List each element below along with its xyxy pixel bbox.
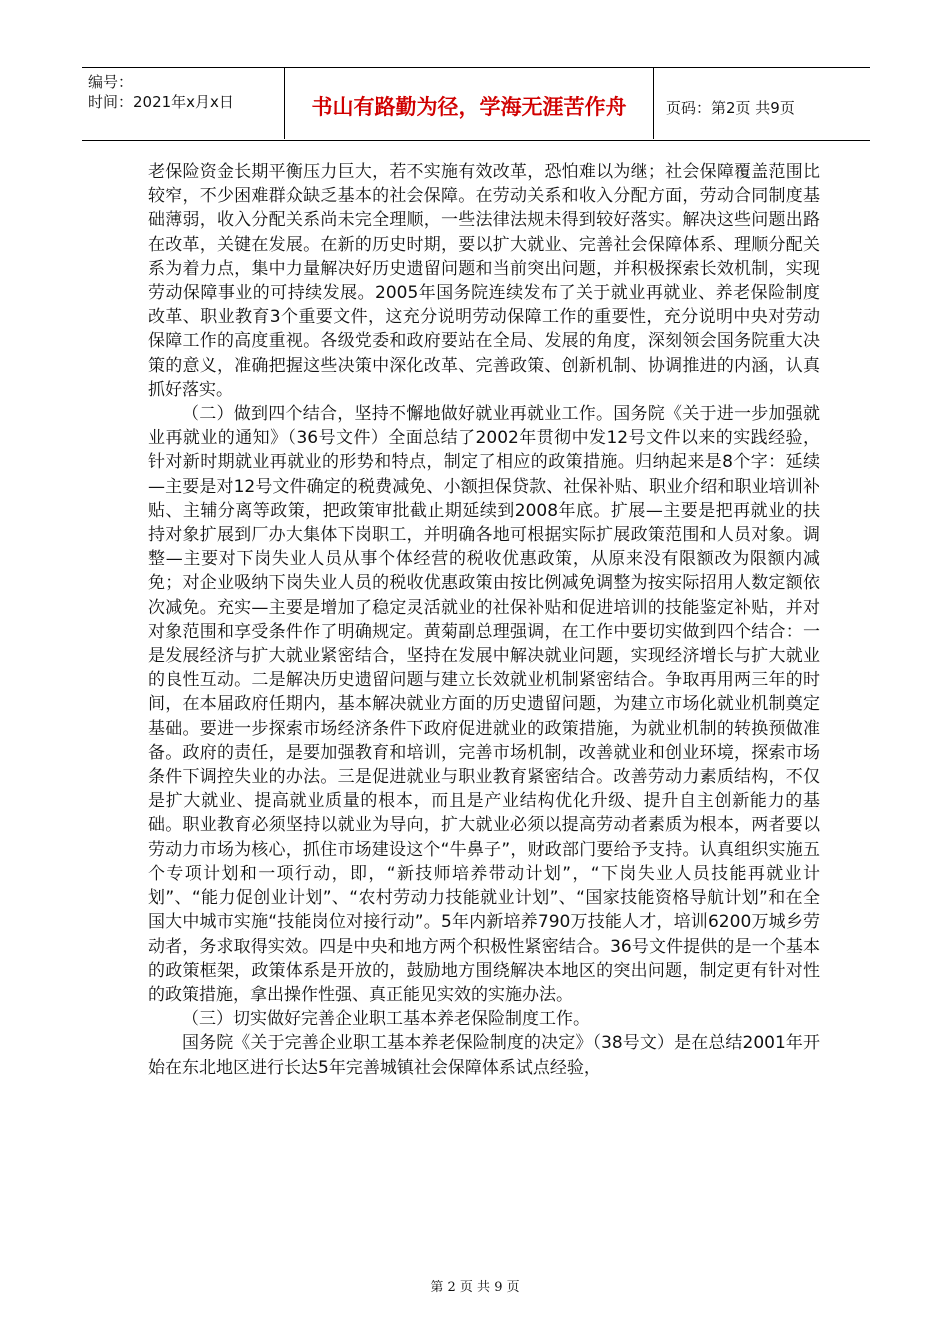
- document-number-label: 编号：: [88, 73, 134, 91]
- paragraph-section-three-body: 国务院《关于完善企业职工基本养老保险制度的决定》（38号文）是在总结2001年开始在东北地区进行长达5年完善城镇社会保障体系试点经验，: [148, 1033, 820, 1078]
- document-date: 时间：2021年x月x日: [88, 93, 234, 111]
- paragraph-section-three-heading: （三）切实做好完善企业职工基本养老保险制度工作。: [182, 1009, 590, 1030]
- header-motto: 书山有路勤为径，学海无涯苦作舟: [284, 68, 654, 139]
- paragraph-section-two: （二）做到四个结合，坚持不懈地做好就业再就业工作。国务院《关于进一步加强就业再就业的通知》（36号文件）全面总结了2002年贯彻中发12号文件以来的实践经验，针对新时期就业再就业的形势和特点，制定了相应的政策措施。归纳起来是8个字：延续—主要是对12号文件确定的税费减免、小额担保贷款、社保补贴、职业介绍和职业培训补贴、主辅分离等政策，把政策审批截止期延续到2008年底。扩展—主要是把再就业的扶持对象扩展到厂办大集体下岗职工，并明确各地可根据实际扩展政策范围和人员对象。调整—主要对下岗失业人员从事个体经营的税收优惠政策，从原来没有限额改为限额内减免；对企业吸纳下岗失业人员的税收优惠政策由按比例减免调整为按实际招用人数定额依次减免。充实—主要是增加了稳定灵活就业的社保补贴和促进培训的技能鉴定补贴，并对对象范围和享受条件作了明确规定。黄菊副总理强调，在工作中要切实做到四个结合：一是发展经济与扩大就业紧密结合，坚持在发展中解决就业问题，实现经济增长与扩大就业的良性互动。二是解决历史遗留问题与建立长效就业机制紧密结合。争取再用两三年的时间，在本届政府任期内，基本解决就业方面的历史遗留问题，为建立市场化就业机制奠定基础。要进一步探索市场经济条件下政府促进就业的政策措施，为就业机制的转换预做准备。政府的责任，是要加强教育和培训，完善市场机制，改善就业和创业环境，探索市场条件下调控失业的办法。三是促进就业与职业教育紧密结合。改善劳动力素质结构，不仅是扩大就业、提高就业质量的根本，而且是产业结构优化升级、提升自主创新能力的基础。职业教育必须坚持以就业为导向，扩大就业必须以提高劳动者素质为根本，两者要以劳动力市场为核心，抓住市场建设这个“牛鼻子”，财政部门要给予支持。认真组织实施五个专项计划和一项行动，即，“新技师培养带动计划”，“下岗失业人员技能再就业计划”、“能力促创业计划”、“农村劳动力技能就业计划”、“国家技能资格导航计划”和在全国大中城市实施“技能岗位对接行动”。5年内新培养790万技能人才，培训6200万城乡劳动者，务求取得实效。四是中央和地方两个积极性紧密结合。36号文件提供的是一个基本的政策框架，政策体系是开放的，鼓励地方围绕解决本地区的突出问题，制定更有针对性的政策措施，拿出操作性强、真正能见实效的实施办法。: [148, 404, 820, 1005]
- page-footer: 第 2 页 共 9 页: [430, 1280, 520, 1295]
- paragraph-continuation: 老保险资金长期平衡压力巨大，若不实施有效改革，恐怕难以为继；社会保障覆盖范围比较窄，不少困难群众缺乏基本的社会保障。在劳动关系和收入分配方面，劳动合同制度基础薄弱，收入分配关系尚未完全理顺，一些法律法规未得到较好落实。解决这些问题出路在改革，关键在发展。在新的历史时期，要以扩大就业、完善社会保障体系、理顺分配关系为着力点，集中力量解决好历史遗留问题和当前突出问题，并积极探索长效机制，实现劳动保障事业的可持续发展。2005年国务院连续发布了关于就业再就业、养老保险制度改革、职业教育3个重要文件，这充分说明劳动保障工作的重要性，充分说明中央对劳动保障工作的高度重视。各级党委和政府要站在全局、发展的角度，深刻领会国务院重大决策的意义，准确把握这些决策中深化改革、完善政策、创新机制、协调推进的内涵，认真抓好落实。: [148, 162, 820, 400]
- header-meta: [88, 72, 234, 112]
- page-header: [82, 67, 870, 141]
- header-page-info: 页码：第2页 共9页: [666, 99, 795, 117]
- document-body: [148, 160, 820, 1080]
